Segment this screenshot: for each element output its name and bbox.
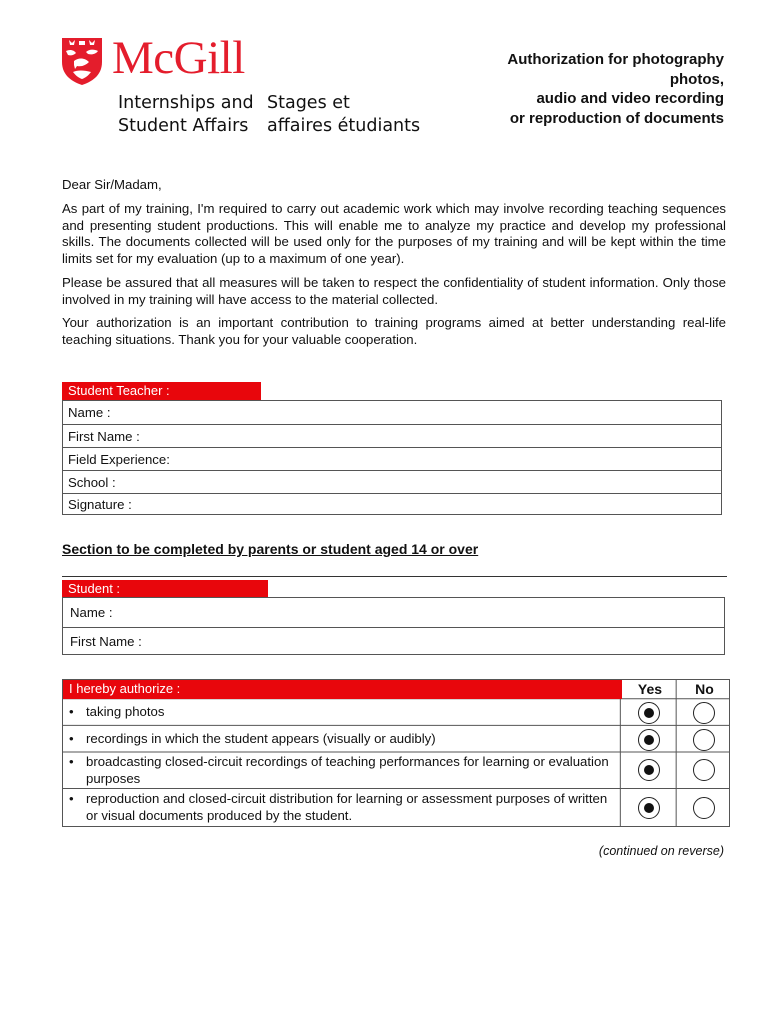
- student-teacher-signature-field[interactable]: [63, 493, 721, 514]
- field-label: Signature :: [68, 496, 132, 512]
- student-header: Student :: [62, 580, 268, 598]
- title-line-1: Authorization for photography: [507, 51, 724, 68]
- radio-selected-dot: [644, 735, 654, 745]
- authorization-table: [62, 679, 730, 827]
- authorization-item-text: taking photos: [86, 704, 165, 719]
- authorization-item: [69, 754, 614, 787]
- title-line-4: or reproduction of documents: [509, 109, 724, 127]
- no-radio-broadcasting[interactable]: [693, 759, 715, 781]
- radio-selected-dot: [644, 803, 654, 813]
- field-label: School :: [68, 474, 116, 490]
- department-fr-line2: affaires étudiants: [267, 116, 421, 136]
- title-line-3: audio and video recording: [536, 90, 724, 107]
- authorization-item: [69, 731, 614, 748]
- authorization-item: [69, 791, 614, 824]
- yes-radio-broadcasting[interactable]: [638, 759, 660, 781]
- student-teacher-field-experience-field[interactable]: [63, 447, 721, 470]
- no-radio-recordings[interactable]: [693, 729, 715, 751]
- continued-on-reverse-note: (continued on reverse): [598, 844, 724, 858]
- student-teacher-name-field[interactable]: [63, 401, 721, 424]
- student-teacher-header: Student Teacher :: [62, 382, 261, 400]
- bullet: •: [69, 791, 74, 806]
- student-name-field[interactable]: [63, 598, 724, 627]
- field-label: Name :: [70, 605, 113, 620]
- authorization-item-text: broadcasting closed-circuit recordings of teaching performances for learning or evaluation purposes: [86, 754, 609, 786]
- mcgill-wordmark: McGill: [112, 32, 245, 84]
- student-table: [62, 597, 725, 655]
- field-label: Name :: [68, 405, 111, 420]
- yes-radio-reproduction[interactable]: [638, 797, 660, 819]
- parent-section-title: Section to be completed by parents or student aged 14 or over: [62, 541, 479, 557]
- student-teacher-first-name-field[interactable]: [63, 424, 721, 447]
- salutation: Dear Sir/Madam,: [62, 177, 162, 192]
- department-en-line2: Student Affairs: [118, 116, 249, 136]
- yes-radio-recordings[interactable]: [638, 729, 660, 751]
- yes-column-header: Yes: [637, 681, 663, 697]
- student-teacher-table: [62, 400, 722, 515]
- letter-paragraph-3: Your authorization is an important contribution to training programs aimed at better understanding real-life teaching situations. Thank you for your valuable cooperation.: [62, 315, 726, 347]
- department-name-fr: [267, 92, 420, 138]
- no-radio-reproduction[interactable]: [693, 797, 715, 819]
- authorization-header: I hereby authorize :: [63, 680, 622, 699]
- student-teacher-school-field[interactable]: [63, 470, 721, 493]
- field-label: Field Experience:: [68, 451, 170, 467]
- radio-selected-dot: [644, 765, 654, 775]
- bullet: •: [69, 754, 74, 769]
- section-divider: [62, 576, 727, 577]
- letter-paragraph-2: Please be assured that all measures will be taken to respect the confidentiality of student information. Only those involved in my training will have access to the material collected.: [62, 275, 726, 307]
- field-label: First Name :: [68, 428, 140, 444]
- bullet: •: [69, 731, 74, 746]
- student-first-name-field[interactable]: [63, 627, 724, 655]
- bullet: •: [69, 704, 74, 719]
- department-en-line1: Internships and: [118, 93, 254, 113]
- authorization-item-text: recordings in which the student appears (visually or audibly): [86, 731, 436, 746]
- department-name-en: [118, 92, 254, 138]
- document-title: [434, 50, 724, 128]
- field-label: First Name :: [70, 634, 142, 649]
- no-radio-taking-photos[interactable]: [693, 702, 715, 724]
- radio-selected-dot: [644, 708, 654, 718]
- authorization-item-text: reproduction and closed-circuit distribution for learning or assessment purposes of written or visual documents produced by the student.: [86, 791, 608, 823]
- yes-radio-taking-photos[interactable]: [638, 702, 660, 724]
- authorization-item: [69, 704, 614, 721]
- title-line-2: photos,: [669, 70, 724, 88]
- letter-paragraph-1: As part of my training, I'm required to carry out academic work which may involve recording teaching sequences and presenting student productions. This will enable me to analyze my practice and develop my professional skills. The documents collected will be used only for the purposes of my training and will be kept within the time limits set for my evaluation (up to a maximum of one year).: [62, 201, 726, 266]
- department-fr-line1: Stages et: [267, 93, 350, 113]
- mcgill-shield-logo: [61, 36, 103, 86]
- no-column-header: No: [695, 681, 714, 697]
